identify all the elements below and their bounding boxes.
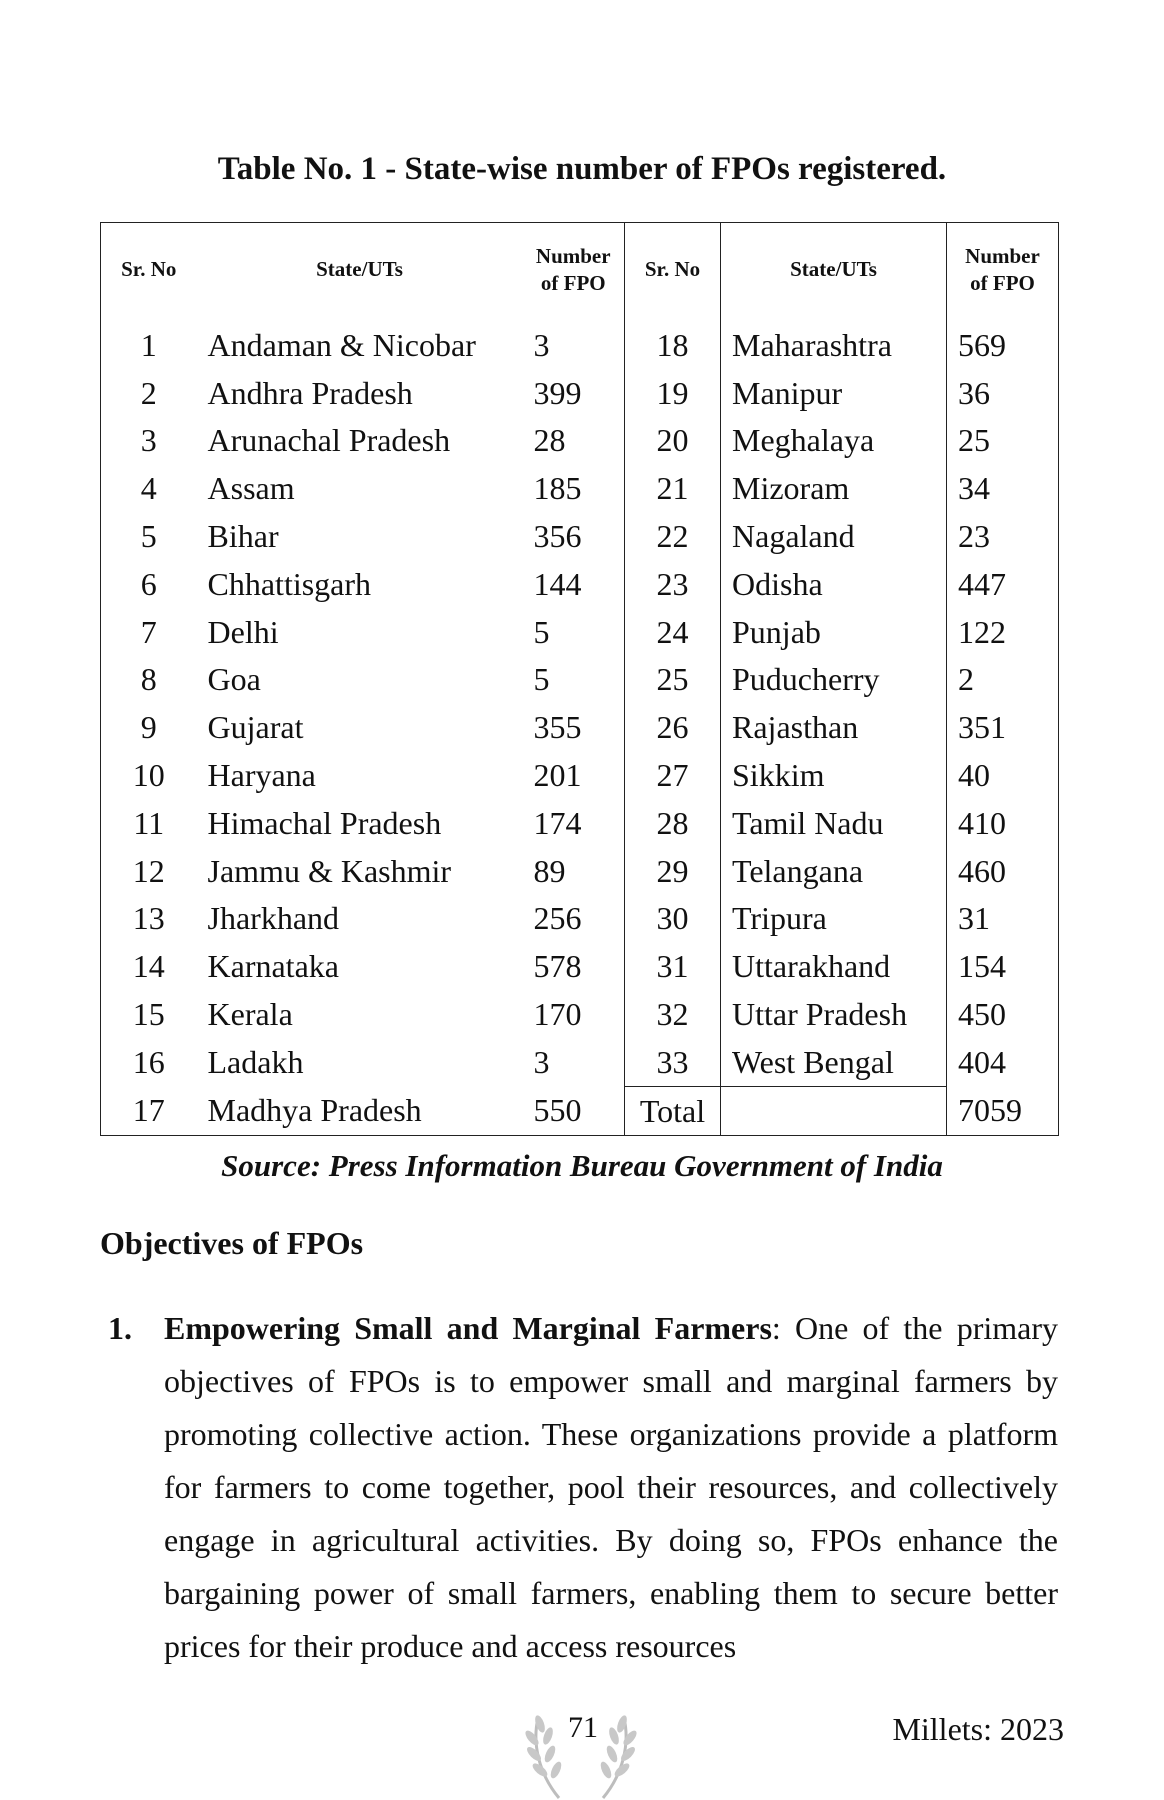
state-cell: Meghalaya (721, 417, 947, 465)
sr-cell: 5 (140, 518, 157, 555)
count-cell: 23 (958, 518, 990, 555)
state-cell: Ladakh (207, 1044, 304, 1081)
sr-cell: 13 (132, 900, 165, 937)
sr-cell: 30 (625, 895, 721, 943)
table-header-row (101, 223, 1059, 318)
header-number: Number of FPO (965, 243, 1040, 295)
count-cell: 404 (958, 1044, 1006, 1081)
sr-cell: 8 (140, 661, 157, 698)
fpo-table (100, 222, 1059, 1136)
sr-cell: 19 (625, 369, 721, 417)
state-cell: Nagaland (721, 512, 947, 560)
table-row (101, 560, 1059, 608)
objective-lead: Empowering Small and Marginal Farmers (164, 1310, 772, 1346)
total-label-cell: Total (639, 1092, 706, 1129)
sr-cell: 21 (625, 464, 721, 512)
sr-cell: 29 (625, 847, 721, 895)
sr-cell: 15 (132, 996, 165, 1033)
table-row (101, 464, 1059, 512)
count-cell: 355 (523, 703, 625, 751)
count-cell: 2 (958, 661, 974, 698)
page-number: 71 (568, 1711, 598, 1744)
state-cell: Haryana (207, 757, 316, 794)
sr-cell: 12 (132, 852, 165, 889)
state-cell: Chhattisgarh (207, 565, 372, 602)
count-cell: 201 (523, 751, 625, 799)
state-cell: Madhya Pradesh (207, 1092, 422, 1129)
count-cell: 36 (958, 374, 990, 411)
objective-text (164, 1302, 1058, 1673)
state-cell: Delhi (207, 613, 279, 650)
state-cell: Kerala (207, 996, 293, 1033)
count-cell: 447 (958, 565, 1006, 602)
count-cell: 34 (958, 470, 990, 507)
sr-cell: 24 (625, 608, 721, 656)
total-empty-cell (721, 1086, 947, 1135)
count-cell: 25 (958, 422, 990, 459)
state-cell: Andaman & Nicobar (207, 326, 476, 363)
state-cell: Himachal Pradesh (207, 804, 442, 841)
count-cell: 28 (523, 417, 625, 465)
state-cell: Rajasthan (721, 703, 947, 751)
count-cell: 256 (523, 895, 625, 943)
header-sr-no: Sr. No (121, 257, 177, 282)
sr-cell: 26 (625, 703, 721, 751)
sr-cell: 9 (140, 709, 157, 746)
sr-cell: 22 (625, 512, 721, 560)
fpo-table-container (100, 222, 1058, 1131)
count-cell: 5 (523, 656, 625, 704)
count-cell: 144 (523, 560, 625, 608)
table-row (101, 703, 1059, 751)
state-cell: Maharashtra (721, 317, 947, 369)
sr-cell: 18 (625, 317, 721, 369)
table-row (101, 942, 1059, 990)
count-cell: 3 (523, 317, 625, 369)
sr-cell: 14 (132, 948, 165, 985)
state-cell: Sikkim (721, 751, 947, 799)
count-cell: 356 (523, 512, 625, 560)
count-cell: 174 (523, 799, 625, 847)
state-cell: Uttar Pradesh (721, 990, 947, 1038)
state-cell: Bihar (207, 518, 279, 555)
sr-cell: 10 (132, 757, 165, 794)
table-row (101, 990, 1059, 1038)
sr-cell: 7 (140, 613, 157, 650)
table-title: Table No. 1 - State-wise number of FPOs registered. (217, 151, 947, 187)
sr-cell: 3 (140, 422, 157, 459)
sr-cell: 6 (140, 565, 157, 602)
state-cell: Odisha (721, 560, 947, 608)
table-row (101, 847, 1059, 895)
table-row (101, 417, 1059, 465)
count-cell: 351 (958, 709, 1006, 746)
state-cell: West Bengal (721, 1038, 947, 1086)
table-row (101, 317, 1059, 369)
sr-cell: 16 (132, 1044, 165, 1081)
sr-cell: 33 (625, 1038, 721, 1086)
count-cell: 410 (958, 804, 1006, 841)
count-cell: 569 (958, 326, 1006, 363)
sr-cell: 23 (625, 560, 721, 608)
sr-cell: 2 (140, 374, 157, 411)
state-cell: Tamil Nadu (721, 799, 947, 847)
count-cell: 399 (523, 369, 625, 417)
count-cell: 31 (958, 900, 990, 937)
table-row-total (101, 1086, 1059, 1135)
running-footer-title: Millets: 2023 (892, 1711, 1064, 1747)
sr-cell: 25 (625, 656, 721, 704)
state-cell: Uttarakhand (721, 942, 947, 990)
objective-item (108, 1302, 1058, 1673)
table-row (101, 512, 1059, 560)
sr-cell: 32 (625, 990, 721, 1038)
state-cell: Assam (207, 470, 295, 507)
state-cell: Telangana (721, 847, 947, 895)
sr-cell: 31 (625, 942, 721, 990)
count-cell: 89 (523, 847, 625, 895)
sr-cell: 4 (140, 470, 157, 507)
header-sr-no: Sr. No (625, 223, 721, 318)
sr-cell: 20 (625, 417, 721, 465)
total-value-cell: 7059 (958, 1092, 1022, 1129)
state-cell: Punjab (721, 608, 947, 656)
objective-number: 1. (108, 1310, 132, 1346)
state-cell: Manipur (721, 369, 947, 417)
count-cell: 5 (523, 608, 625, 656)
state-cell: Tripura (721, 895, 947, 943)
count-cell: 154 (958, 948, 1006, 985)
count-cell: 450 (958, 996, 1006, 1033)
state-cell: Puducherry (721, 656, 947, 704)
count-cell: 40 (958, 757, 990, 794)
table-row (101, 656, 1059, 704)
state-cell: Jharkhand (207, 900, 340, 937)
count-cell: 3 (523, 1038, 625, 1086)
count-cell: 170 (523, 990, 625, 1038)
header-number: Number of FPO (523, 223, 625, 318)
count-cell: 578 (523, 942, 625, 990)
state-cell: Andhra Pradesh (207, 374, 413, 411)
count-cell: 122 (958, 613, 1006, 650)
sr-cell: 1 (140, 326, 157, 363)
table-row (101, 751, 1059, 799)
table-source: Source: Press Information Bureau Government of India (221, 1148, 943, 1183)
state-cell: Jammu & Kashmir (207, 852, 452, 889)
sr-cell: 17 (132, 1092, 165, 1129)
state-cell: Mizoram (721, 464, 947, 512)
header-state: State/UTs (721, 223, 947, 318)
count-cell: 550 (523, 1086, 625, 1135)
state-cell: Gujarat (207, 709, 304, 746)
state-cell: Goa (207, 661, 261, 698)
table-row (101, 1038, 1059, 1086)
header-state: State/UTs (316, 257, 403, 282)
count-cell: 185 (523, 464, 625, 512)
sr-cell: 28 (625, 799, 721, 847)
objective-body: : One of the primary objectives of FPOs is to empower small and marginal farmers by promoting collective action. These organizations provide a platform for farmers to come together, pool their resources, and collectively engage in agricultural activities. By doing so, FPOs enhance the bargaining power of small farmers, enabling them to secure better prices for their produce and access resources (164, 1310, 1059, 1664)
table-row (101, 369, 1059, 417)
state-cell: Karnataka (207, 948, 339, 985)
state-cell: Arunachal Pradesh (207, 422, 451, 459)
section-heading: Objectives of FPOs (100, 1225, 364, 1261)
sr-cell: 27 (625, 751, 721, 799)
table-row (101, 608, 1059, 656)
count-cell: 460 (958, 852, 1006, 889)
sr-cell: 11 (133, 804, 165, 841)
table-row (101, 895, 1059, 943)
table-row (101, 799, 1059, 847)
